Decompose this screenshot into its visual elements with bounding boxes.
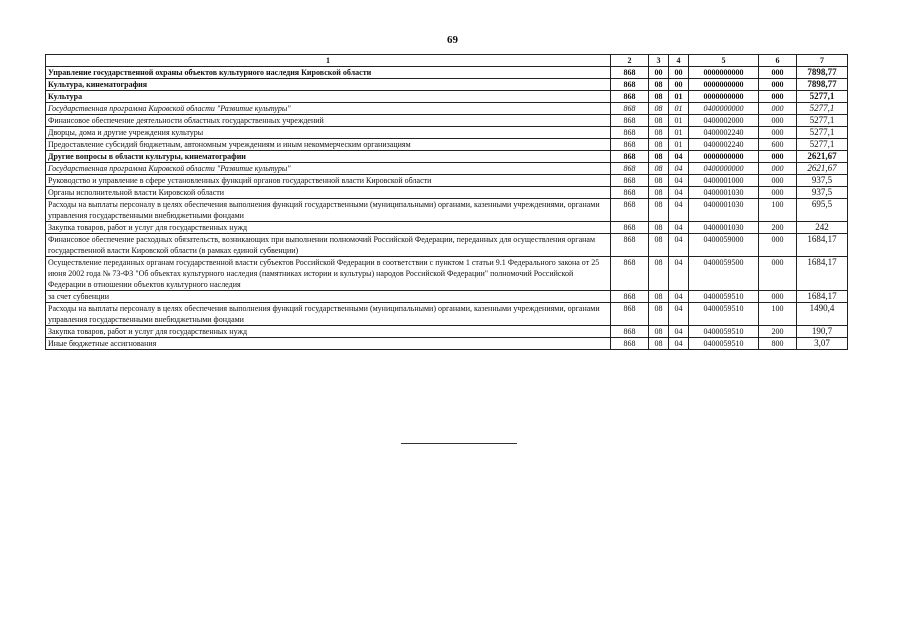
section-code-cell: 08 bbox=[649, 257, 669, 291]
admin-code-cell: 868 bbox=[611, 91, 649, 103]
target-article-cell: 0400002240 bbox=[689, 139, 759, 151]
table-row bbox=[46, 199, 848, 222]
table-row bbox=[46, 163, 848, 175]
header-row bbox=[46, 55, 848, 67]
admin-code-cell: 868 bbox=[611, 163, 649, 175]
subsection-code-cell: 04 bbox=[669, 187, 689, 199]
row-name-cell: Иные бюджетные ассигнования bbox=[46, 338, 611, 350]
subsection-code-cell: 04 bbox=[669, 151, 689, 163]
column-header: 3 bbox=[649, 55, 669, 67]
expense-type-cell: 000 bbox=[759, 234, 797, 257]
table-row bbox=[46, 234, 848, 257]
column-header: 6 bbox=[759, 55, 797, 67]
section-code-cell: 08 bbox=[649, 163, 669, 175]
target-article-cell: 0400059510 bbox=[689, 291, 759, 303]
amount-cell: 1490,4 bbox=[797, 303, 848, 326]
subsection-code-cell: 04 bbox=[669, 222, 689, 234]
amount-cell: 2621,67 bbox=[797, 151, 848, 163]
admin-code-cell: 868 bbox=[611, 291, 649, 303]
section-code-cell: 08 bbox=[649, 234, 669, 257]
table-row bbox=[46, 338, 848, 350]
target-article-cell: 0000000000 bbox=[689, 91, 759, 103]
table-body bbox=[46, 67, 848, 350]
table-row bbox=[46, 175, 848, 187]
section-code-cell: 08 bbox=[649, 175, 669, 187]
target-article-cell: 0400002240 bbox=[689, 127, 759, 139]
table-row bbox=[46, 151, 848, 163]
row-name-cell: Государственная программа Кировской области "Развитие культуры" bbox=[46, 163, 611, 175]
table-row bbox=[46, 187, 848, 199]
target-article-cell: 0400001030 bbox=[689, 222, 759, 234]
subsection-code-cell: 04 bbox=[669, 199, 689, 222]
admin-code-cell: 868 bbox=[611, 79, 649, 91]
admin-code-cell: 868 bbox=[611, 139, 649, 151]
section-code-cell: 08 bbox=[649, 326, 669, 338]
subsection-code-cell: 01 bbox=[669, 127, 689, 139]
table-row bbox=[46, 115, 848, 127]
section-code-cell: 08 bbox=[649, 151, 669, 163]
expense-type-cell: 000 bbox=[759, 115, 797, 127]
admin-code-cell: 868 bbox=[611, 303, 649, 326]
target-article-cell: 0400059500 bbox=[689, 257, 759, 291]
subsection-code-cell: 04 bbox=[669, 234, 689, 257]
subsection-code-cell: 01 bbox=[669, 103, 689, 115]
admin-code-cell: 868 bbox=[611, 338, 649, 350]
row-name-cell: Культура bbox=[46, 91, 611, 103]
amount-cell: 1684,17 bbox=[797, 257, 848, 291]
section-code-cell: 08 bbox=[649, 338, 669, 350]
target-article-cell: 0000000000 bbox=[689, 67, 759, 79]
admin-code-cell: 868 bbox=[611, 115, 649, 127]
column-header: 7 bbox=[797, 55, 848, 67]
table-row bbox=[46, 79, 848, 91]
table-row bbox=[46, 103, 848, 115]
subsection-code-cell: 04 bbox=[669, 163, 689, 175]
table-row bbox=[46, 67, 848, 79]
expense-type-cell: 000 bbox=[759, 187, 797, 199]
subsection-code-cell: 04 bbox=[669, 338, 689, 350]
target-article-cell: 0400059510 bbox=[689, 326, 759, 338]
amount-cell: 1684,17 bbox=[797, 291, 848, 303]
subsection-code-cell: 04 bbox=[669, 326, 689, 338]
admin-code-cell: 868 bbox=[611, 326, 649, 338]
expense-type-cell: 000 bbox=[759, 291, 797, 303]
amount-cell: 190,7 bbox=[797, 326, 848, 338]
admin-code-cell: 868 bbox=[611, 127, 649, 139]
target-article-cell: 0000000000 bbox=[689, 79, 759, 91]
admin-code-cell: 868 bbox=[611, 175, 649, 187]
amount-cell: 5277,1 bbox=[797, 127, 848, 139]
section-code-cell: 08 bbox=[649, 79, 669, 91]
table-row bbox=[46, 139, 848, 151]
section-code-cell: 08 bbox=[649, 115, 669, 127]
table-row bbox=[46, 326, 848, 338]
amount-cell: 937,5 bbox=[797, 187, 848, 199]
amount-cell: 5277,1 bbox=[797, 91, 848, 103]
row-name-cell: Управление государственной охраны объектов культурного наследия Кировской области bbox=[46, 67, 611, 79]
subsection-code-cell: 01 bbox=[669, 91, 689, 103]
admin-code-cell: 868 bbox=[611, 103, 649, 115]
expense-type-cell: 000 bbox=[759, 103, 797, 115]
row-name-cell: Государственная программа Кировской области "Развитие культуры" bbox=[46, 103, 611, 115]
table-row bbox=[46, 257, 848, 291]
admin-code-cell: 868 bbox=[611, 67, 649, 79]
section-code-cell: 08 bbox=[649, 199, 669, 222]
row-name-cell: Закупка товаров, работ и услуг для государственных нужд bbox=[46, 326, 611, 338]
table-row bbox=[46, 127, 848, 139]
row-name-cell: Предоставление субсидий бюджетным, автономным учреждениям и иным некоммерческим организациям bbox=[46, 139, 611, 151]
target-article-cell: 0400059510 bbox=[689, 303, 759, 326]
expense-type-cell: 600 bbox=[759, 139, 797, 151]
expense-type-cell: 000 bbox=[759, 163, 797, 175]
row-name-cell: Другие вопросы в области культуры, кинематографии bbox=[46, 151, 611, 163]
amount-cell: 5277,1 bbox=[797, 139, 848, 151]
amount-cell: 695,5 bbox=[797, 199, 848, 222]
amount-cell: 5277,1 bbox=[797, 115, 848, 127]
target-article-cell: 0400000000 bbox=[689, 163, 759, 175]
expense-type-cell: 200 bbox=[759, 222, 797, 234]
table-row bbox=[46, 303, 848, 326]
row-name-cell: Финансовое обеспечение расходных обязательств, возникающих при выполнении полномочий Российской Федерации, переданных для осуществления органам государственной власти Кировской области (в рамках единой субвенции) bbox=[46, 234, 611, 257]
subsection-code-cell: 01 bbox=[669, 115, 689, 127]
admin-code-cell: 868 bbox=[611, 234, 649, 257]
footer-divider bbox=[401, 443, 517, 444]
column-header: 1 bbox=[46, 55, 611, 67]
target-article-cell: 0400000000 bbox=[689, 103, 759, 115]
row-name-cell: Культура, кинематография bbox=[46, 79, 611, 91]
subsection-code-cell: 01 bbox=[669, 139, 689, 151]
target-article-cell: 0400001030 bbox=[689, 187, 759, 199]
admin-code-cell: 868 bbox=[611, 222, 649, 234]
subsection-code-cell: 04 bbox=[669, 303, 689, 326]
budget-table bbox=[45, 54, 848, 350]
target-article-cell: 0400001030 bbox=[689, 199, 759, 222]
expense-type-cell: 000 bbox=[759, 175, 797, 187]
section-code-cell: 08 bbox=[649, 303, 669, 326]
amount-cell: 242 bbox=[797, 222, 848, 234]
expense-type-cell: 000 bbox=[759, 67, 797, 79]
target-article-cell: 0400002000 bbox=[689, 115, 759, 127]
row-name-cell: Органы исполнительной власти Кировской области bbox=[46, 187, 611, 199]
row-name-cell: Руководство и управление в сфере установленных функций органов государственной власти Кировской области bbox=[46, 175, 611, 187]
expense-type-cell: 800 bbox=[759, 338, 797, 350]
amount-cell: 5277,1 bbox=[797, 103, 848, 115]
target-article-cell: 0000000000 bbox=[689, 151, 759, 163]
amount-cell: 2621,67 bbox=[797, 163, 848, 175]
subsection-code-cell: 00 bbox=[669, 79, 689, 91]
target-article-cell: 0400001000 bbox=[689, 175, 759, 187]
table-row bbox=[46, 222, 848, 234]
section-code-cell: 00 bbox=[649, 67, 669, 79]
target-article-cell: 0400059000 bbox=[689, 234, 759, 257]
expense-type-cell: 000 bbox=[759, 151, 797, 163]
page-number: 69 bbox=[447, 34, 458, 46]
row-name-cell: Закупка товаров, работ и услуг для государственных нужд bbox=[46, 222, 611, 234]
admin-code-cell: 868 bbox=[611, 187, 649, 199]
amount-cell: 1684,17 bbox=[797, 234, 848, 257]
subsection-code-cell: 04 bbox=[669, 175, 689, 187]
amount-cell: 7898,77 bbox=[797, 67, 848, 79]
section-code-cell: 08 bbox=[649, 91, 669, 103]
section-code-cell: 08 bbox=[649, 103, 669, 115]
expense-type-cell: 100 bbox=[759, 303, 797, 326]
row-name-cell: Осуществление переданных органам государственной власти субъектов Российской Федерации в соответствии с пунктом 1 статьи 9.1 Федерального закона от 25 июня 2002 года № 73-ФЗ "Об объектах культурного наследия (памятниках истории и культуры) народов Российской Федерации" полномочий Российской Федерации в отношении объектов культурного наследия bbox=[46, 257, 611, 291]
column-header: 5 bbox=[689, 55, 759, 67]
expense-type-cell: 000 bbox=[759, 91, 797, 103]
section-code-cell: 08 bbox=[649, 127, 669, 139]
table-row bbox=[46, 291, 848, 303]
amount-cell: 3,07 bbox=[797, 338, 848, 350]
row-name-cell: Дворцы, дома и другие учреждения культуры bbox=[46, 127, 611, 139]
expense-type-cell: 000 bbox=[759, 257, 797, 291]
admin-code-cell: 868 bbox=[611, 199, 649, 222]
column-header: 4 bbox=[669, 55, 689, 67]
expense-type-cell: 200 bbox=[759, 326, 797, 338]
amount-cell: 937,5 bbox=[797, 175, 848, 187]
expense-type-cell: 100 bbox=[759, 199, 797, 222]
expense-type-cell: 000 bbox=[759, 79, 797, 91]
admin-code-cell: 868 bbox=[611, 257, 649, 291]
table-row bbox=[46, 91, 848, 103]
row-name-cell: Финансовое обеспечение деятельности областных государственных учреждений bbox=[46, 115, 611, 127]
target-article-cell: 0400059510 bbox=[689, 338, 759, 350]
row-name-cell: за счет субвенции bbox=[46, 291, 611, 303]
subsection-code-cell: 04 bbox=[669, 257, 689, 291]
subsection-code-cell: 00 bbox=[669, 67, 689, 79]
subsection-code-cell: 04 bbox=[669, 291, 689, 303]
amount-cell: 7898,77 bbox=[797, 79, 848, 91]
expense-type-cell: 000 bbox=[759, 127, 797, 139]
section-code-cell: 08 bbox=[649, 187, 669, 199]
row-name-cell: Расходы на выплаты персоналу в целях обеспечения выполнения функций государственными (муниципальными) органами, казенными учреждениями, органами управления государственными внебюджетными фондами bbox=[46, 303, 611, 326]
section-code-cell: 08 bbox=[649, 139, 669, 151]
section-code-cell: 08 bbox=[649, 222, 669, 234]
row-name-cell: Расходы на выплаты персоналу в целях обеспечения выполнения функций государственными (муниципальными) органами, казенными учреждениями, органами управления государственными внебюджетными фондами bbox=[46, 199, 611, 222]
admin-code-cell: 868 bbox=[611, 151, 649, 163]
column-header: 2 bbox=[611, 55, 649, 67]
section-code-cell: 08 bbox=[649, 291, 669, 303]
